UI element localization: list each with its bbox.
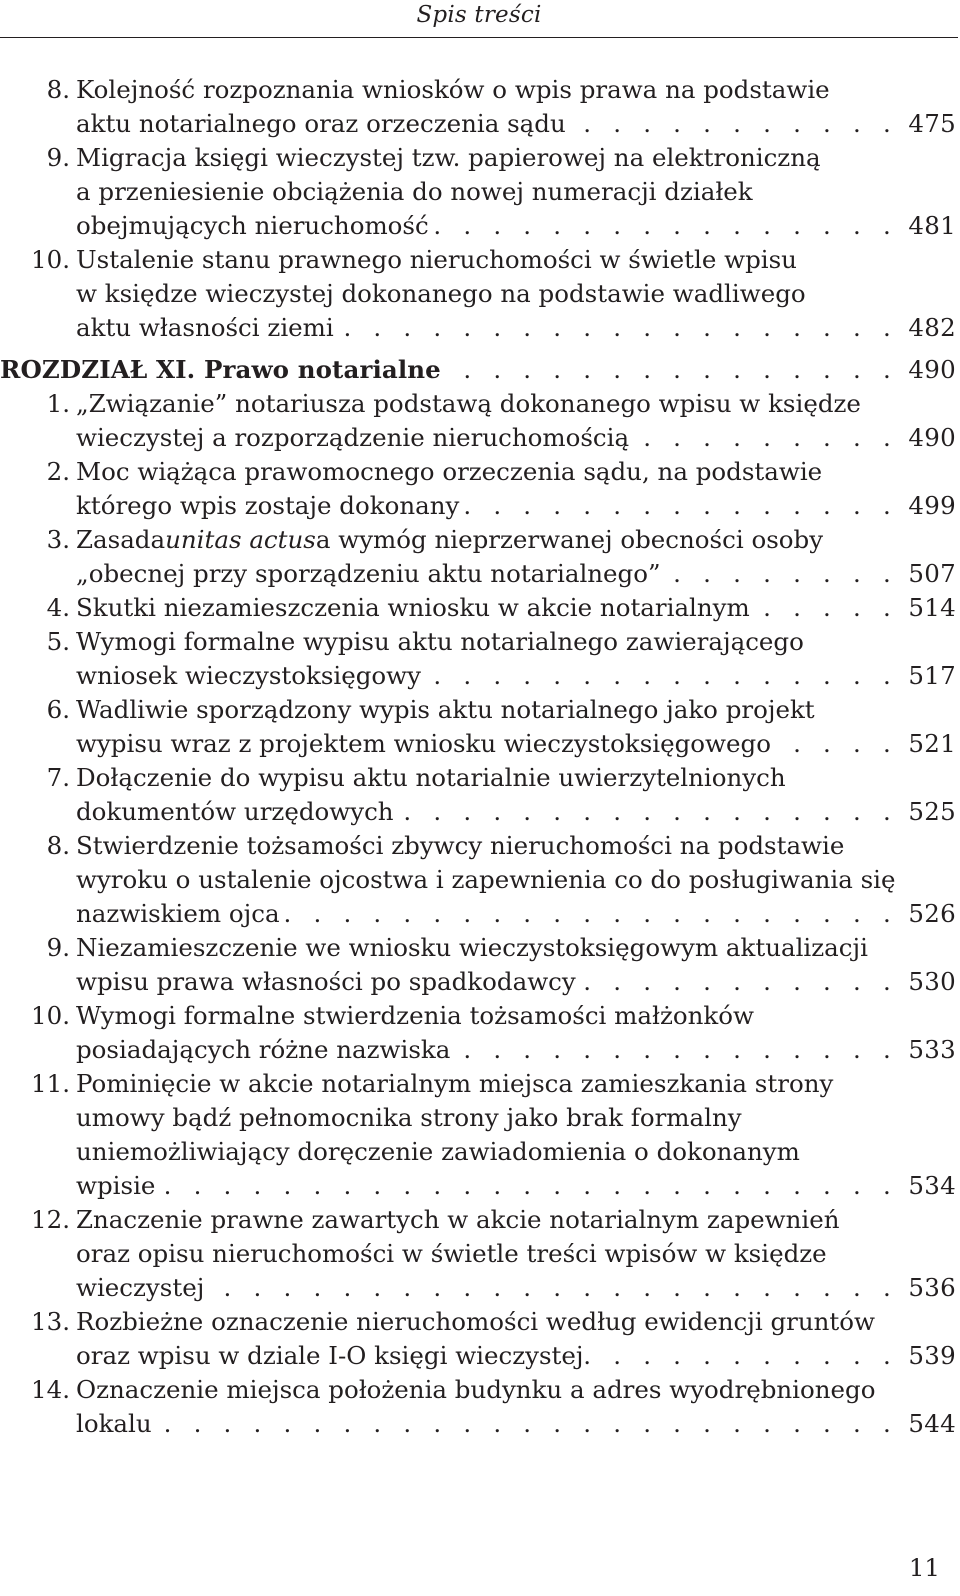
toc-page-number: 517 — [908, 661, 956, 690]
toc-page-number: 544 — [908, 1409, 956, 1438]
toc-entry-text: posiadających różne nazwiska — [76, 1035, 451, 1064]
toc-page-number: 534 — [908, 1171, 956, 1200]
toc-entry — [0, 625, 956, 693]
toc-page-number: 481 — [908, 211, 956, 240]
dot-leader — [152, 1407, 898, 1441]
toc-entry-text: a wymóg nieprzerwanej obecności osoby — [315, 525, 824, 554]
dot-leader — [441, 353, 898, 387]
toc-entry-text: oraz wpisu w dziale I-O księgi wieczystej — [76, 1341, 584, 1370]
toc-entry-line: „Związanie” notariusza podstawą dokonanego wpisu w księdze — [76, 389, 861, 418]
toc-entry-text: nazwiskiem ojca — [76, 899, 280, 928]
toc-page-number: 525 — [908, 797, 956, 826]
toc-entry-number: 5. — [46, 627, 70, 656]
toc-entry-text: aktu notarialnego oraz orzeczenia sądu — [76, 109, 566, 138]
toc-entry-number: 14. — [31, 1375, 70, 1404]
toc-entry — [0, 931, 956, 999]
toc-entry-number: 10. — [31, 245, 70, 274]
toc-entry-text: wieczystej a rozporządzenie nieruchomością — [76, 423, 630, 452]
toc-entry-last-line — [76, 311, 956, 345]
toc-entry — [0, 761, 956, 829]
toc-entry-line: uniemożliwiający doręczenie zawiadomienia o dokonanym — [76, 1137, 800, 1166]
toc-entry-last-line — [76, 489, 956, 523]
toc-entry-last-line — [76, 1339, 956, 1373]
toc-entry-line: Wymogi formalne stwierdzenia tożsamości małżonków — [76, 1001, 754, 1030]
toc-entry-line: Wymogi formalne wypisu aktu notarialnego zawierającego — [76, 627, 804, 656]
toc-entry-number: 6. — [46, 695, 70, 724]
toc-entry — [0, 693, 956, 761]
toc-entry — [0, 243, 956, 345]
toc-page-number: 526 — [908, 899, 956, 928]
toc-entry-text: wieczystej — [76, 1273, 205, 1302]
toc-entry-text: „obecnej przy sporządzeniu aktu notarialnego” — [76, 559, 661, 588]
toc-entry-text: wpisie — [76, 1171, 156, 1200]
toc-entry — [0, 455, 956, 523]
toc-page-number: 521 — [908, 729, 956, 758]
toc-entry-text: wpisu prawa własności po spadkodawcy — [76, 967, 576, 996]
toc-entry-last-line — [76, 659, 956, 693]
toc-entry-text: dokumentów urzędowych — [76, 797, 394, 826]
toc-entry-italic-text: unitas actus — [165, 525, 316, 554]
toc-entry-line: oraz opisu nieruchomości w świetle treści wpisów w księdze — [76, 1239, 827, 1268]
toc-entry-number: 8. — [46, 831, 70, 860]
toc-entry-line: w księdze wieczystej dokonanego na podstawie wadliwego — [76, 279, 806, 308]
toc-entry-last-line — [76, 1407, 956, 1441]
toc-entry — [0, 591, 956, 625]
toc-entry — [0, 73, 956, 141]
toc-entry — [0, 999, 956, 1067]
dot-leader — [280, 897, 898, 931]
dot-leader — [459, 489, 898, 523]
dot-leader — [566, 107, 898, 141]
toc-entry-number: 8. — [46, 75, 70, 104]
toc-entry-last-line — [76, 897, 956, 931]
toc-entry-line: Dołączenie do wypisu aktu notarialnie uwierzytelnionych — [76, 763, 786, 792]
toc-entry-line: wyroku o ustalenie ojcostwa i zapewnienia co do posługiwania się — [76, 865, 896, 894]
toc-page-number: 514 — [908, 593, 956, 622]
toc-entry-last-line — [76, 209, 956, 243]
chapter-title: ROZDZIAŁ XI. Prawo notarialne — [0, 355, 441, 384]
dot-leader — [750, 591, 898, 625]
toc-entry — [0, 1305, 956, 1373]
toc-entry-line: Ustalenie stanu prawnego nieruchomości w świetle wpisu — [76, 245, 797, 274]
toc-entry-number: 2. — [46, 457, 70, 486]
chapter-heading — [0, 353, 956, 387]
dot-leader — [429, 209, 898, 243]
dot-leader — [771, 727, 898, 761]
dot-leader — [661, 557, 898, 591]
toc-entry-last-line — [76, 107, 956, 141]
toc-entry-number: 7. — [46, 763, 70, 792]
toc-entry-text: obejmujących nieruchomość — [76, 211, 429, 240]
toc-page-number: 530 — [908, 967, 956, 996]
toc-entry — [0, 141, 956, 243]
toc-entry-line: Kolejność rozpoznania wniosków o wpis prawa na podstawie — [76, 75, 830, 104]
toc-page-number: 490 — [908, 355, 956, 384]
toc-entry-last-line — [76, 795, 956, 829]
dot-leader — [155, 1169, 898, 1203]
toc-entry — [0, 523, 956, 591]
toc-entry-line: Migracja księgi wieczystej tzw. papierowej na elektroniczną — [76, 143, 821, 172]
toc-entry-number: 10. — [31, 1001, 70, 1030]
toc-entry-number: 9. — [46, 933, 70, 962]
toc-entry-last-line — [76, 965, 956, 999]
toc-page-number: 507 — [908, 559, 956, 588]
toc-entry-number: 4. — [46, 593, 70, 622]
running-header-title: Spis treści — [416, 2, 542, 28]
toc-entry-line: Pominięcie w akcie notarialnym miejsca zamieszkania strony — [76, 1069, 834, 1098]
toc-entry-line: umowy bądź pełnomocnika strony jako brak formalny — [76, 1103, 742, 1132]
toc-entry-number: 12. — [31, 1205, 70, 1234]
toc-entry-number: 9. — [46, 143, 70, 172]
toc-entry — [0, 1203, 956, 1305]
toc-entry-last-line — [76, 1169, 956, 1203]
toc-entry-number: 3. — [46, 525, 70, 554]
toc-entry-text: aktu własności ziemi — [76, 313, 334, 342]
toc-entry-text: którego wpis zostaje dokonany — [76, 491, 460, 520]
toc-entry-line: Oznaczenie miejsca położenia budynku a adres wyodrębnionego — [76, 1375, 876, 1404]
dot-leader — [394, 795, 898, 829]
toc-entry-last-line — [76, 591, 956, 625]
toc-page-number: 536 — [908, 1273, 956, 1302]
toc-entry-line — [76, 523, 956, 557]
toc-entry-line: Rozbieżne oznaczenie nieruchomości według ewidencji gruntów — [76, 1307, 876, 1336]
toc-entry-line: Moc wiążąca prawomocnego orzeczenia sądu, na podstawie — [76, 457, 823, 486]
toc-entry-text: wniosek wieczystoksięgowy — [76, 661, 421, 690]
dot-leader — [584, 1339, 899, 1373]
toc-entry-text: Skutki niezamieszczenia wniosku w akcie notarialnym — [76, 593, 750, 622]
toc-page-number: 499 — [908, 491, 956, 520]
page-number: 11 — [908, 1553, 940, 1582]
toc-entry-text: lokalu — [76, 1409, 152, 1438]
toc-entry-text: wypisu wraz z projektem wniosku wieczystoksięgowego — [76, 729, 771, 758]
toc-entry — [0, 387, 956, 455]
toc-entry-number: 11. — [31, 1069, 70, 1098]
toc-entry-line: Znaczenie prawne zawartych w akcie notarialnym zapewnień — [76, 1205, 840, 1234]
toc-entry-text: Zasada — [76, 525, 166, 554]
toc-entry-last-line — [76, 727, 956, 761]
toc-entry-line: a przeniesienie obciążenia do nowej numeracji działek — [76, 177, 753, 206]
toc-page-number: 482 — [908, 313, 956, 342]
toc-entry — [0, 1373, 956, 1441]
toc-page-number: 533 — [908, 1035, 956, 1064]
dot-leader — [450, 1033, 898, 1067]
toc-entry-line: Wadliwie sporządzony wypis aktu notarialnego jako projekt — [76, 695, 815, 724]
toc-entry-line: Stwierdzenie tożsamości zbywcy nieruchomości na podstawie — [76, 831, 845, 860]
dot-leader — [421, 659, 898, 693]
toc-entry-line: Niezamieszczenie we wniosku wieczystoksięgowym aktualizacji — [76, 933, 868, 962]
dot-leader — [629, 421, 898, 455]
running-header — [0, 0, 958, 38]
toc-entry — [0, 1067, 956, 1203]
toc-entry-number: 13. — [31, 1307, 70, 1336]
dot-leader — [576, 965, 898, 999]
toc-entry-last-line — [76, 421, 956, 455]
dot-leader — [204, 1271, 898, 1305]
toc-entry-number: 1. — [46, 389, 70, 418]
toc-page-number: 539 — [908, 1341, 956, 1370]
toc-entry-last-line — [76, 1271, 956, 1305]
toc-entry — [0, 829, 956, 931]
toc-entry-last-line — [76, 1033, 956, 1067]
toc-page-number: 490 — [908, 423, 956, 452]
dot-leader — [334, 311, 898, 345]
table-of-contents — [0, 73, 956, 1441]
toc-entry-last-line — [76, 557, 956, 591]
toc-page-number: 475 — [908, 109, 956, 138]
